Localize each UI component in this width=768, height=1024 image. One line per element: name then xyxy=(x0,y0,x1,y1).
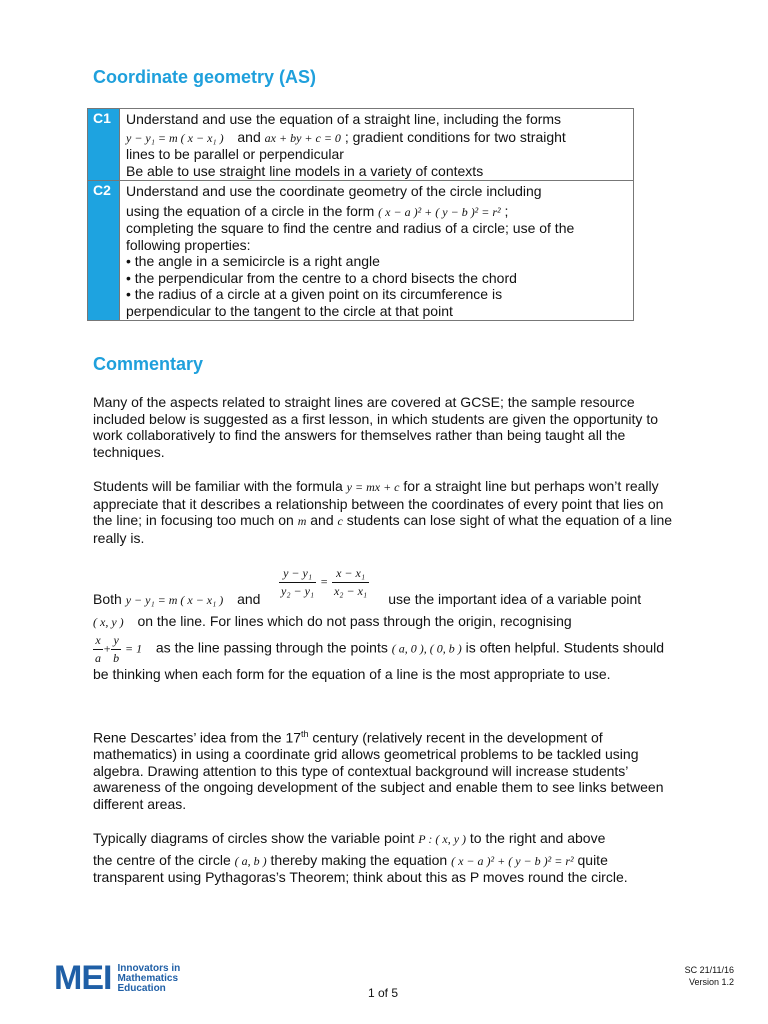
spec-text-c2 xyxy=(120,181,634,321)
commentary-heading: Commentary xyxy=(93,354,204,374)
spec-code-c1: C1 xyxy=(88,109,120,181)
p4-text-b: century (relatively recent in the development of mathematics) in using a coordinate grid allows geometrical problems to be tackled using algebra. Drawing attention to this type of contextual background will increase students’ awareness of the ongoing development of the subject and enable them to see links between different areas. xyxy=(93,729,664,812)
p5-text-d: thereby making the equation xyxy=(270,851,448,868)
mei-logo xyxy=(54,959,180,998)
p5-text-a: Typically diagrams of circles show the variable point xyxy=(93,830,415,846)
spec-c2-bullet-3: • the radius of a circle at a given point on its circumference is xyxy=(126,286,503,302)
straight-line-point-gradient-formula: y − y₁ = m ( x − x₁ ) xyxy=(126,130,224,145)
spec-row-c2 xyxy=(88,181,634,321)
commentary-paragraph-1: Many of the aspects related to straight lines are covered at GCSE; the sample resource included below is suggested as a first lesson, in which students are given the opportunity to work collaboratively to find the answers for themselves rather than being taught all the techniques. xyxy=(93,394,658,460)
p3-line3a: as the line passing through the points xyxy=(155,639,388,656)
p5-text-e: quite xyxy=(577,851,608,868)
intercept-frac-x xyxy=(93,632,103,666)
commentary-paragraph-2 xyxy=(93,478,678,546)
tagline-3: Education xyxy=(117,982,166,994)
p3-both: Both xyxy=(93,591,122,607)
spec-c1-line3: lines to be parallel or perpendicular xyxy=(126,146,344,162)
intercept-points: ( a, 0 ), ( 0, b ) xyxy=(391,641,462,656)
p2-text-c: students can lose sight of what the equation of a line really is. xyxy=(93,512,673,546)
point-gradient-formula: y − y₁ = m ( x − x₁ ) xyxy=(125,593,224,607)
spec-c2-semicolon: ; xyxy=(504,202,509,219)
symbol-c: c xyxy=(337,514,343,528)
spec-c2-line4: following properties: xyxy=(126,236,251,253)
frac-x-num: x − x₁ xyxy=(332,565,369,583)
straight-line-general-formula: ax + by + c = 0 xyxy=(264,130,341,145)
spec-c2-line2: using the equation of a circle in the form xyxy=(126,202,375,219)
circle-centre: ( a, b ) xyxy=(234,853,267,868)
mei-logo-mark: MEI xyxy=(54,959,112,997)
page-number: 1 of 5 xyxy=(368,986,399,1000)
symbol-m: m xyxy=(297,514,307,528)
tagline-2: Mathematics xyxy=(117,972,179,984)
p4-text-a: Rene Descartes’ idea from the 17 xyxy=(93,729,302,746)
variable-point-p: P : ( x, y ) xyxy=(418,832,467,846)
version-label: Version 1.2 xyxy=(688,977,734,987)
specification-table xyxy=(87,108,634,321)
p3-use: use the important idea of a variable point xyxy=(388,591,642,607)
p2-text-b: for a straight line but perhaps won’t really appreciate that it describes a relationship between the coordinates of every point that lies on the line; in focusing too much on xyxy=(93,478,664,528)
spec-c1-line1: Understand and use the equation of a straight line, including the forms xyxy=(126,111,562,127)
p2-and: and xyxy=(310,512,334,528)
intercept-plus: + xyxy=(103,641,112,656)
intercept-equals-one: = 1 xyxy=(125,641,143,656)
frac-x-den: x₂ − x₁ xyxy=(333,583,368,598)
frac-equals: = xyxy=(319,574,329,589)
commentary-paragraph-3 xyxy=(93,565,678,683)
spec-c2-bullet-1: • the angle in a semicircle is a right angle xyxy=(126,253,380,269)
intercept-frac-y xyxy=(111,632,121,666)
spec-text-c1 xyxy=(120,109,634,181)
spec-c2-bullet-3-cont: perpendicular to the tangent to the circle at that point xyxy=(126,302,453,319)
commentary-paragraph-4 xyxy=(93,726,678,812)
tagline-1: Innovators in xyxy=(117,962,181,974)
spec-c1-line4: Be able to use straight line models in a variety of contexts xyxy=(126,162,484,179)
mei-tagline xyxy=(117,964,180,994)
circle-equation-formula: ( x − a )² + ( y − b )² = r² xyxy=(378,204,501,219)
intercept-y: y xyxy=(111,632,121,650)
spec-c2-line3: completing the square to find the centre and radius of a circle; use of the xyxy=(126,220,575,236)
reference-code: SC 21/11/16 xyxy=(684,965,734,975)
frac-y-num: y − y₁ xyxy=(279,565,316,583)
slope-intercept-formula: y = mx + c xyxy=(346,480,400,494)
p2-text-a: Students will be familiar with the formula xyxy=(93,478,343,494)
intercept-b: b xyxy=(113,650,120,665)
spec-c2-bullet-2: • the perpendicular from the centre to a chord bisects the chord xyxy=(126,269,517,286)
spec-row-c1 xyxy=(88,109,634,181)
p4-superscript: th xyxy=(301,729,309,739)
page-title: Coordinate geometry (AS) xyxy=(93,67,317,87)
intercept-x: x xyxy=(93,632,103,650)
p5-text-f: transparent using Pythagoras’s Theorem; think about this as P moves round the circle. xyxy=(93,869,628,885)
circle-equation-formula-2: ( x − a )² + ( y − b )² = r² xyxy=(451,853,574,868)
intercept-a: a xyxy=(95,650,101,665)
p5-text-c: the centre of the circle xyxy=(93,851,231,868)
p3-line3b: is often helpful. Students should be thinking when each form for the equation of a line is the most appropriate to use. xyxy=(93,639,665,682)
p3-line2: on the line. For lines which do not pass through the origin, recognising xyxy=(137,612,572,629)
commentary-paragraph-5 xyxy=(93,830,678,886)
spec-c1-line2: ; gradient conditions for two straight xyxy=(344,128,566,145)
spec-c1-and: and xyxy=(237,128,261,145)
spec-code-c2: C2 xyxy=(88,181,120,321)
frac-y-den: y₂ − y₁ xyxy=(281,583,315,598)
variable-point: ( x, y ) xyxy=(93,614,124,629)
p3-and: and xyxy=(237,591,261,607)
document-reference xyxy=(685,964,734,988)
spec-c2-line1: Understand and use the coordinate geometry of the circle including xyxy=(126,183,542,199)
p5-text-b: to the right and above xyxy=(469,830,606,846)
